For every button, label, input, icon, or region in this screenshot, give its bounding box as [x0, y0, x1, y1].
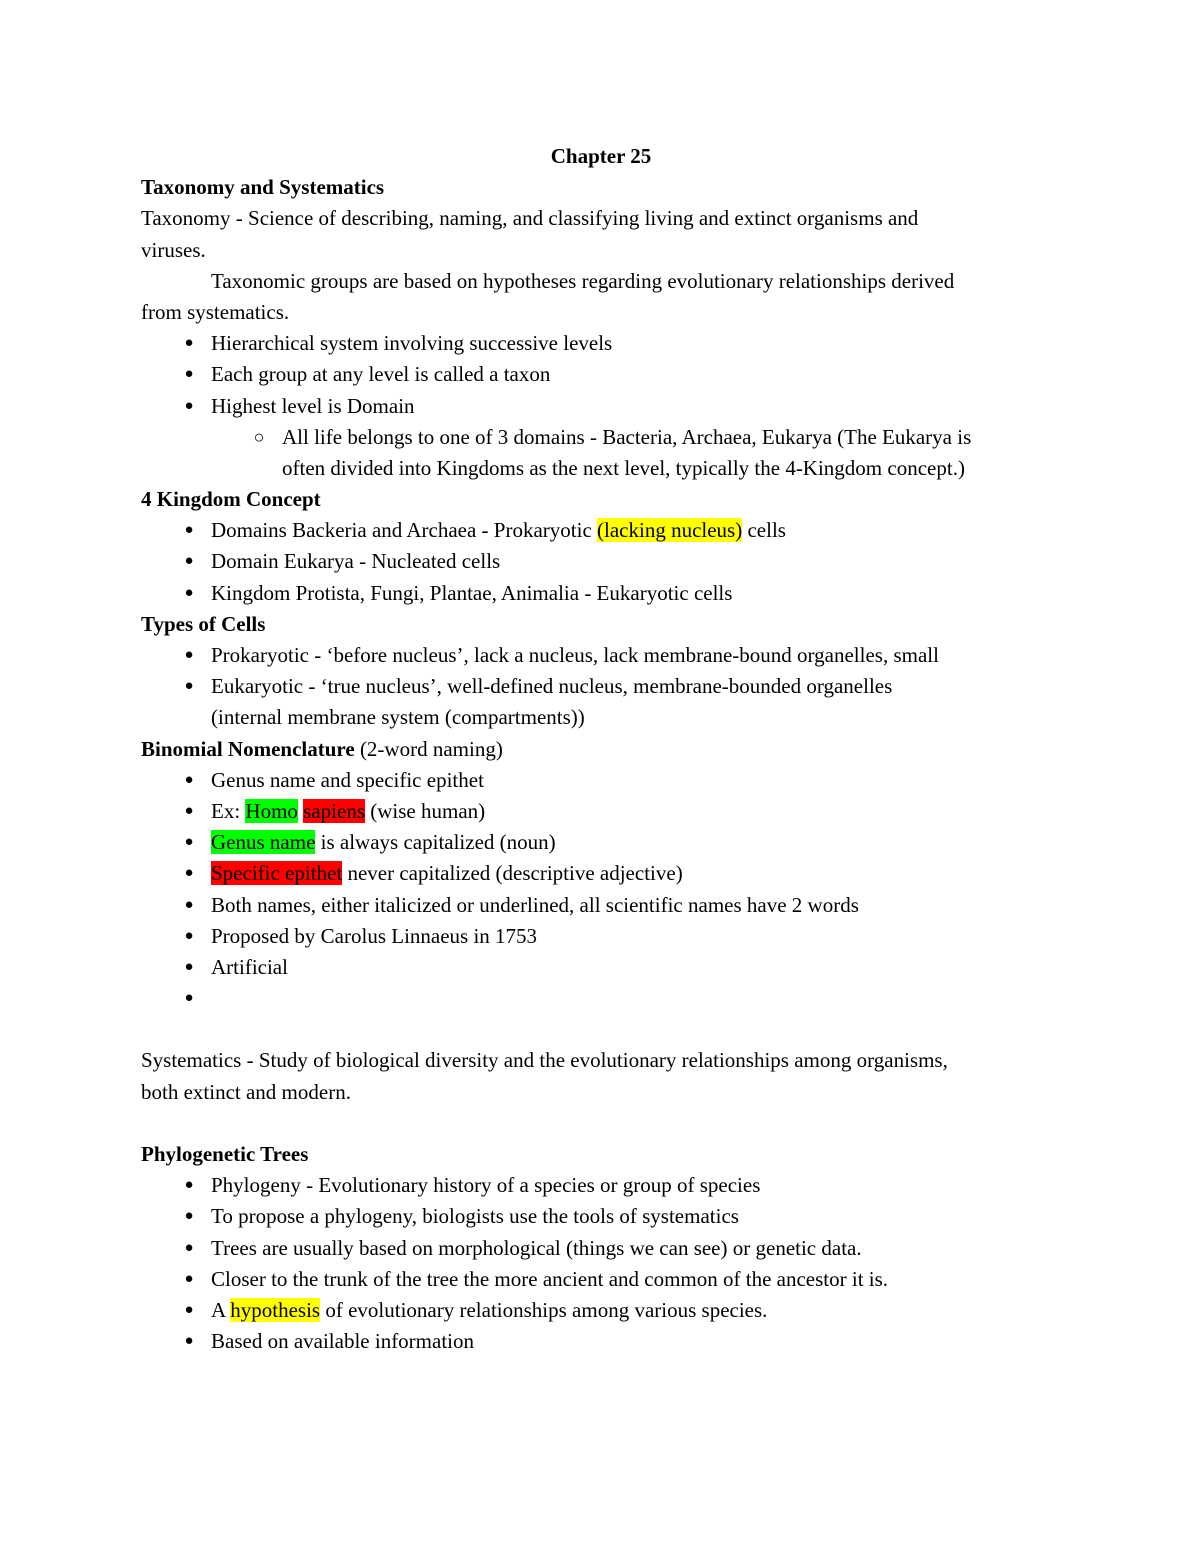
red-highlight: sapiens [303, 798, 365, 823]
sub-list-item-continuation: often divided into Kingdoms as the next level, typically the 4-Kingdom concept.) [282, 455, 965, 480]
list-item-text: To propose a phylogeny, biologists use the tools of systematics [211, 1204, 739, 1229]
red-highlight: Specific epithet [211, 861, 343, 886]
list-item-text: Closer to the trunk of the tree the more ancient and common of the ancestor it is. [211, 1266, 889, 1291]
bullet-icon: ● [184, 771, 194, 788]
list-item-text: Each group at any level is called a taxon [211, 362, 551, 387]
list-item [141, 890, 1061, 921]
list-item-text: Phylogeny - Evolutionary history of a species or group of species [211, 1173, 761, 1198]
list-item [141, 1170, 1061, 1201]
list-item-text: is always capitalized (noun) [315, 830, 556, 855]
list-item-text: Genus name and specific epithet [211, 767, 484, 792]
list-item-text: Prokaryotic - ‘before nucleus’, lack a nucleus, lack membrane-bound organelles, small [211, 643, 939, 667]
bullet-icon: ● [184, 1270, 194, 1287]
list-item [141, 921, 1061, 952]
list-item [141, 1233, 1061, 1264]
bullet-icon: ● [184, 958, 194, 975]
list-item-text: cells [742, 518, 786, 543]
list-item-text: of evolutionary relationships among various species. [320, 1297, 768, 1322]
list-item-text: Trees are usually based on morphological (things we can see) or genetic data. [211, 1235, 862, 1260]
yellow-highlight: hypothesis [230, 1297, 321, 1322]
list-item [141, 359, 1061, 390]
taxonomic-groups-line-2: from systematics. [141, 299, 290, 324]
list-item [141, 546, 1061, 577]
bullet-icon: ● [184, 990, 194, 1007]
bullet-icon: ● [184, 1301, 194, 1318]
bullet-icon: ● [184, 397, 194, 414]
list-item-continuation: (internal membrane system (compartments)) [211, 705, 585, 730]
list-item-text: Hierarchical system involving successive levels [211, 331, 613, 356]
list-item [141, 1201, 1061, 1232]
list-item-text: Artificial [211, 954, 288, 979]
blank-line [141, 1108, 1061, 1139]
list-item-text: Domain Eukarya - Nucleated cells [211, 549, 501, 574]
taxonomy-heading: Taxonomy and Systematics [141, 175, 385, 200]
list-item [141, 827, 1061, 858]
bullet-icon: ● [184, 1333, 194, 1350]
sub-list-item [141, 422, 1061, 453]
yellow-highlight: (lacking nucleus) [597, 518, 743, 543]
bullet-icon: ● [184, 896, 194, 913]
bullet-icon: ● [184, 584, 194, 601]
list-item-text: Kingdom Protista, Fungi, Plantae, Animalia - Eukaryotic cells [211, 580, 733, 605]
phylo-heading: Phylogenetic Trees [141, 1142, 309, 1166]
list-item-text: never capitalized (descriptive adjective) [342, 861, 683, 886]
bullet-icon: ● [184, 865, 194, 882]
binomial-heading-suffix: (2-word naming) [354, 736, 503, 761]
document-page [141, 141, 1061, 1357]
bullet-icon: ● [184, 553, 194, 570]
bullet-icon: ● [184, 647, 194, 663]
cells-heading: Types of Cells [141, 611, 266, 636]
list-item-text: Proposed by Carolus Linnaeus in 1753 [211, 923, 538, 948]
systematics-line-2: both extinct and modern. [141, 1079, 351, 1104]
list-item-text: Eukaryotic - ‘true nucleus’, well-defined nucleus, membrane-bounded organelles [211, 674, 893, 699]
bullet-icon: ● [184, 927, 194, 944]
bullet-icon: ● [184, 1239, 194, 1256]
list-item [141, 515, 1061, 546]
list-item [141, 952, 1061, 983]
bullet-icon: ● [184, 335, 194, 352]
binomial-heading-line [141, 734, 1061, 765]
green-highlight: Homo [245, 798, 298, 823]
list-item-text: Highest level is Domain [211, 393, 415, 418]
list-item [141, 1295, 1061, 1326]
systematics-line-1: Systematics - Study of biological diversity and the evolutionary relationships among organisms, [141, 1048, 948, 1073]
taxonomy-definition-line-2: viruses. [141, 237, 206, 262]
list-item-text: A [211, 1297, 231, 1322]
bullet-icon: ● [184, 1208, 194, 1225]
bullet-icon: ● [184, 1177, 194, 1194]
sub-list-item-text: All life belongs to one of 3 domains - Bacteria, Archaea, Eukarya (The Eukarya is [282, 424, 972, 449]
taxonomy-definition-line-1: Taxonomy - Science of describing, naming, and classifying living and extinct organisms and [141, 206, 919, 231]
green-highlight: Genus name [211, 830, 316, 855]
bullet-icon: ● [184, 366, 194, 383]
bullet-icon: ● [184, 802, 194, 819]
kingdom-heading: 4 Kingdom Concept [141, 487, 321, 512]
bullet-icon: ● [184, 522, 194, 539]
bullet-icon: ● [184, 834, 194, 851]
list-item-text: Based on available information [211, 1329, 475, 1354]
list-item [141, 578, 1061, 609]
list-item [141, 671, 1061, 702]
list-item [141, 640, 1061, 671]
bullet-icon: ● [184, 678, 194, 695]
list-item [141, 1326, 1061, 1357]
list-item [141, 1264, 1061, 1295]
list-item [141, 765, 1061, 796]
page-title: Chapter 25 [550, 144, 652, 168]
list-item-text: Domains Backeria and Archaea - Prokaryotic [211, 518, 598, 543]
list-item-text: (wise human) [365, 798, 486, 823]
blank-line [141, 1014, 1061, 1045]
list-item-text: Ex: [211, 798, 246, 823]
list-item [141, 796, 1061, 827]
hollow-bullet-icon: ○ [253, 426, 265, 447]
list-item [141, 391, 1061, 422]
empty-list-item [141, 983, 1061, 1014]
taxonomic-groups-line-1: Taxonomic groups are based on hypotheses regarding evolutionary relationships derived [211, 268, 955, 293]
binomial-heading: Binomial Nomenclature [141, 736, 355, 761]
list-item [141, 858, 1061, 889]
list-item [141, 328, 1061, 359]
list-item-text: Both names, either italicized or underlined, all scientific names have 2 words [211, 892, 859, 917]
